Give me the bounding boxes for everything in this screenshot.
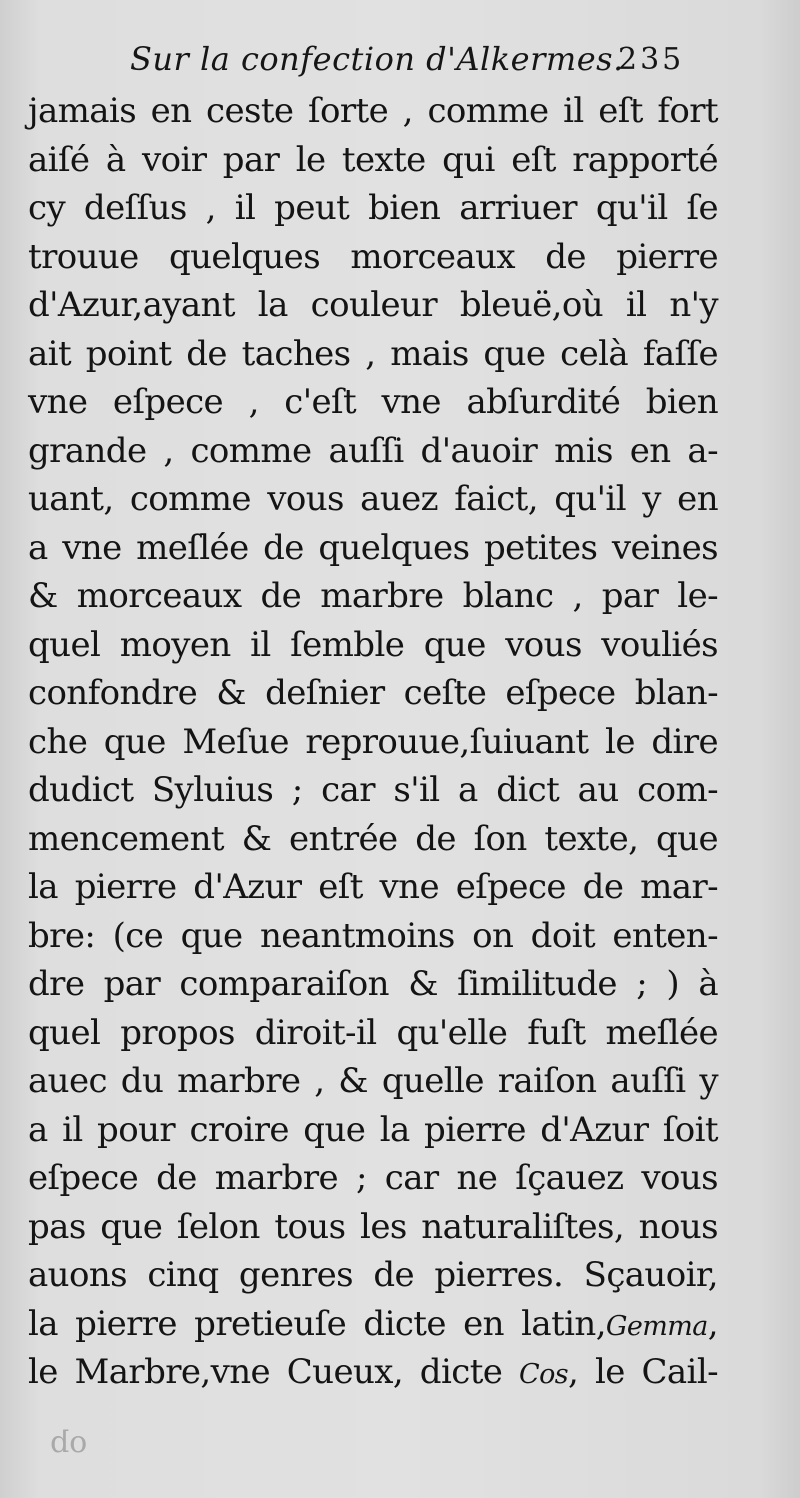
text-line: quel moyen il ſemble que vous vouliés xyxy=(28,624,718,665)
text-line: confondre & deſnier ceſte eſpece blan- xyxy=(28,673,718,713)
text-line: che que Meſue reprouue,ſuiuant le dire xyxy=(28,721,718,762)
italic-term: Cos xyxy=(519,1359,568,1390)
text-line: & morceaux de marbre blanc , par le- xyxy=(28,576,718,616)
text-line: bre: (ce que neantmoins on doit enten- xyxy=(28,915,718,956)
text-line: dudict Syluius ; car s'il a dict au com- xyxy=(28,770,718,810)
page-number: 235 xyxy=(618,42,685,77)
text-line: trouue quelques morceaux de pierre xyxy=(28,236,718,277)
text-line: la pierre d'Azur eſt vne eſpece de mar- xyxy=(28,867,718,907)
text-line: mencement & entrée de ſon texte, que xyxy=(28,818,718,859)
text-line: auons cinq genres de pierres. Sçauoir, xyxy=(28,1255,718,1295)
text-line: a il pour croire que la pierre d'Azur ſoit xyxy=(28,1109,718,1150)
text-line: ait point de taches , mais que celà faſſe xyxy=(28,333,718,374)
text-line: eſpece de marbre ; car ne ſçauez vous xyxy=(28,1158,718,1198)
text-line: dre par comparaiſon & ſimilitude ; ) à xyxy=(28,964,718,1004)
text-line: le Marbre,vne Cueux, dicte Cos, le Cail- xyxy=(28,1352,718,1392)
text-line: grande , comme auſſi d'auoir mis en a- xyxy=(28,430,718,471)
show-through-text: ob xyxy=(50,1425,88,1460)
text-line: a vne meſlée de quelques petites veines xyxy=(28,527,718,568)
italic-term: Gemma xyxy=(605,1310,708,1342)
running-head xyxy=(0,40,800,90)
running-title: Sur la confection d'Alkermes. xyxy=(130,40,624,78)
text-line: jamais en ceste ſorte , comme il eſt fort xyxy=(28,91,718,131)
text-line: uant, comme vous auez faict, qu'il y en xyxy=(28,479,718,519)
text-line: la pierre pretieuſe dicte en latin,Gemma, xyxy=(28,1303,718,1344)
body-text xyxy=(28,87,718,1397)
text-line: auec du marbre , & quelle raiſon auſſi y xyxy=(28,1061,718,1101)
text-line: vne eſpece , c'eſt vne abſurdité bien xyxy=(28,382,718,422)
text-line: quel propos diroit-il qu'elle fuſt meſlée xyxy=(28,1012,718,1053)
text-line: cy deſſus , il peut bien arriuer qu'il ſe xyxy=(28,188,718,228)
text-line: aiſé à voir par le texte qui eſt rapporté xyxy=(28,139,718,180)
text-line: d'Azur,ayant la couleur bleuë,où il n'y xyxy=(28,285,718,325)
text-line: pas que ſelon tous les naturaliſtes, nous xyxy=(28,1206,718,1247)
